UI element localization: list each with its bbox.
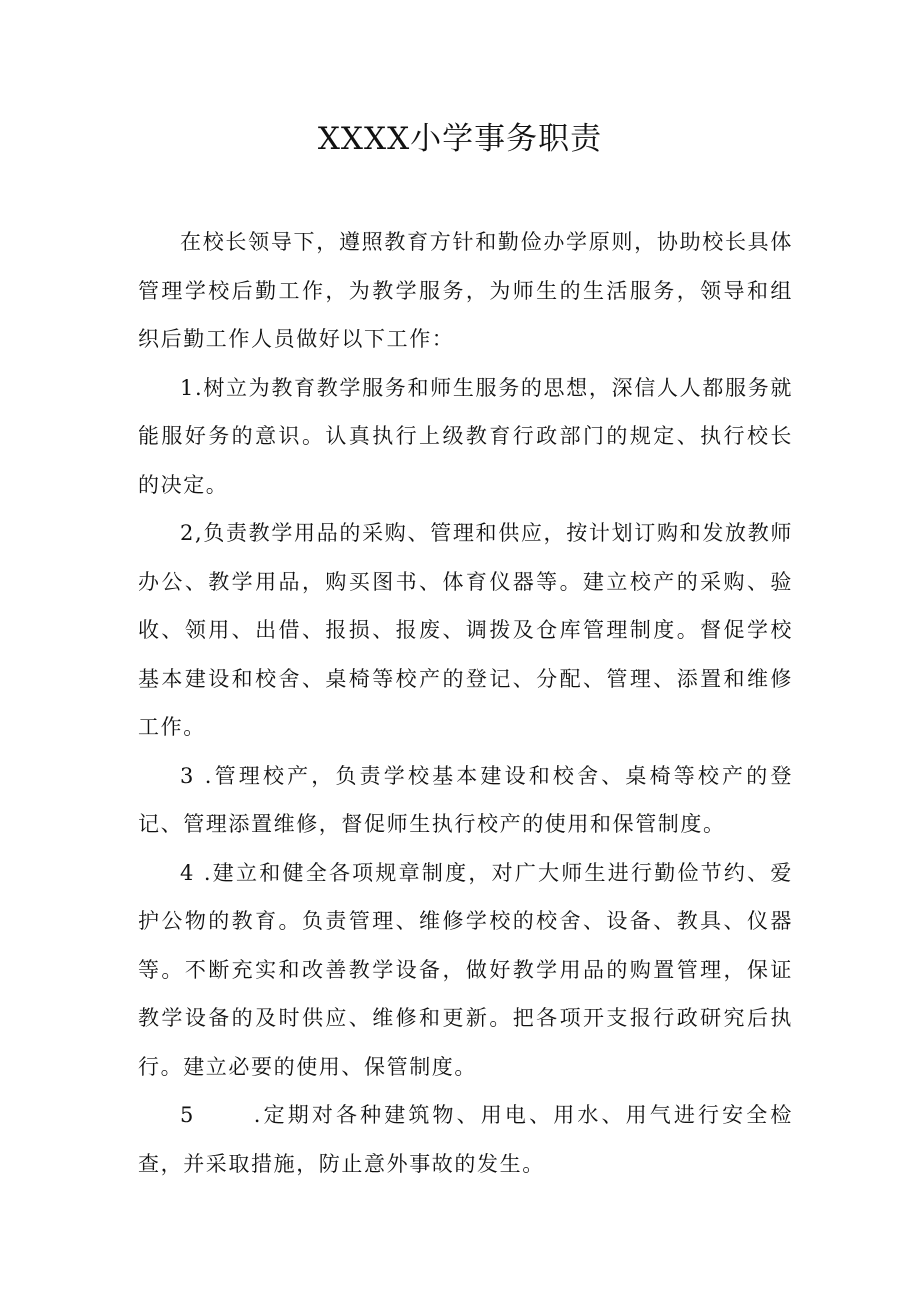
document-title: XXXX小学事务职责 [317,121,603,157]
duty-paragraph-5: 5 .定期对各种建筑物、用电、用水、用气进行安全检查，并采取措施，防止意外事故的发生。 [138,1103,793,1176]
intro-paragraph: 在校长领导下，遵照教育方针和勤俭办学原则，协助校长具体管理学校后勤工作，为教学服务，为师生的生活服务，领导和组织后勤工作人员做好以下工作： [138,230,793,351]
document-body [138,218,793,1188]
duty-paragraph-1: 1.树立为教育教学服务和师生服务的思想，深信人人都服务就能服好务的意识。认真执行上级教育行政部门的规定、执行校长的决定。 [138,375,793,497]
duty-paragraph-3: 3 .管理校产，负责学校基本建设和校舍、桌椅等校产的登记、管理添置维修，督促师生执行校产的使用和保管制度。 [138,763,793,836]
duty-paragraph-4: 4 .建立和健全各项规章制度，对广大师生进行勤俭节约、爱护公物的教育。负责管理、维修学校的校舍、设备、教具、仪器等。不断充实和改善教学设备，做好教学用品的购置管理，保证教学设备的及时供应、维修和更新。把各项开支报行政研究后执行。建立必要的使用、保管制度。 [138,860,793,1079]
duty-paragraph-2: 2,负责教学用品的采购、管理和供应，按计划订购和发放教师办公、教学用品，购买图书、体育仪器等。建立校产的采购、验收、领用、出借、报损、报废、调拨及仓库管理制度。督促学校基本建设和校舍、桌椅等校产的登记、分配、管理、添置和维修工作。 [138,521,793,739]
